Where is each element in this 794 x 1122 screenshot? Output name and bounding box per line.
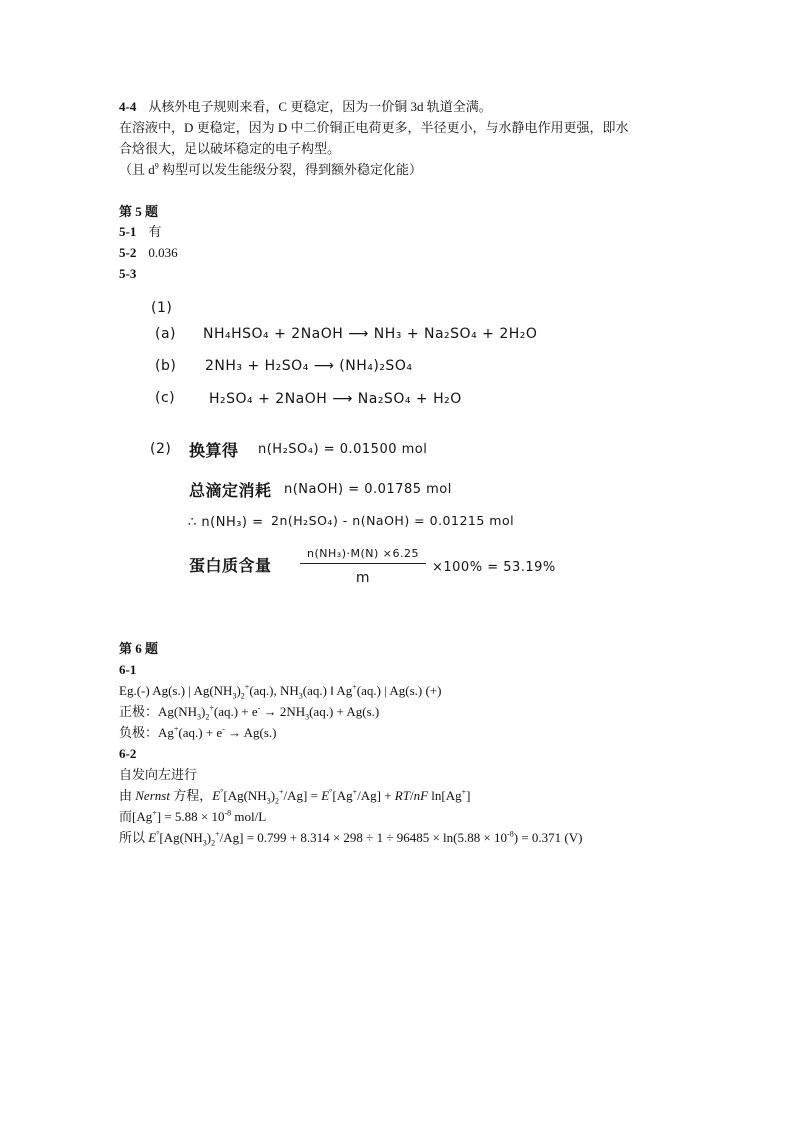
q6-spontaneous: 自发向左进行 [119, 767, 198, 782]
ag-sup: -8 [224, 808, 232, 818]
pos-text: ) [201, 704, 206, 719]
q4-label: 4-4 [119, 99, 137, 114]
nernst-text: [Ag [332, 788, 353, 803]
nernst-sup: ° [220, 787, 224, 797]
q5-heading: 第 5 题 [119, 204, 159, 219]
cell-text: (aq.) ‖ Ag [302, 683, 353, 698]
nernst-sub: 3 [266, 796, 271, 806]
neg-text: (aq.) + e [178, 725, 223, 740]
final-sup: ° [156, 829, 160, 839]
cell-sub: 3 [298, 691, 303, 701]
q6-positive-electrode [119, 703, 379, 721]
pos-text: (aq.) + e [213, 704, 258, 719]
hw-a-equation: NH₄HSO₄ + 2NaOH ⟶ NH₃ + Na₂SO₄ + 2H₂O [203, 326, 538, 342]
hw-b-equation: 2NH₃ + H₂SO₄ ⟶ (NH₄)₂SO₄ [205, 358, 413, 374]
hw-line2-title: 总滴定消耗 [189, 481, 272, 500]
q6-2-label: 6-2 [119, 746, 137, 761]
hw-line3-value: 2n(H₂SO₄) - n(NaOH) = 0.01215 mol [271, 513, 515, 528]
nernst-text: ln[Ag [428, 788, 462, 803]
final-text: ) = 0.371 (V) [513, 830, 583, 845]
hw-b-label: (b) [155, 358, 177, 374]
final-sub: 2 [211, 838, 216, 848]
neg-text: → Ag(s.) [224, 725, 277, 740]
nernst-sup: ° [329, 787, 333, 797]
nernst-text: [Ag(NH [223, 788, 267, 803]
cell-text: (aq.), NH [249, 683, 299, 698]
q6-negative-electrode [119, 724, 277, 742]
hw-fraction-bar [300, 563, 426, 564]
nernst-italic: E [321, 788, 330, 803]
hw-line1-title: 换算得 [189, 441, 239, 460]
q6-heading: 第 6 题 [119, 641, 159, 656]
q4-text-1: 从核外电子规则来看，C 更稳定，因为一价铜 3d 轨道全满。 [148, 99, 492, 114]
hw-line2-value: n(NaOH) = 0.01785 mol [284, 482, 452, 497]
final-text: 所以 [119, 830, 149, 845]
q5-2-label: 5-2 [119, 245, 137, 260]
final-text: ) [206, 830, 212, 845]
final-sup: + [215, 829, 220, 839]
hw-c-label: (c) [155, 390, 176, 406]
hw-line3-prefix: ∴ n(NH₃) = [188, 515, 264, 530]
hw-line4-result: ×100% = 53.19% [432, 560, 556, 575]
hw-c-equation: H₂SO₄ + 2NaOH ⟶ Na₂SO₄ + H₂O [209, 391, 462, 407]
ag-text: 而[Ag [119, 809, 153, 824]
nernst-italic: nF [413, 788, 429, 803]
hw-fraction-denominator: m [355, 570, 371, 586]
pos-text: 正极：Ag(NH [119, 704, 197, 719]
q5-2-row [119, 244, 178, 262]
nernst-text: ] [466, 788, 471, 803]
nernst-text: /Ag] = [283, 788, 322, 803]
neg-sup: + [173, 724, 179, 734]
cell-text: Eg.(-) Ag(s.) | Ag(NH [119, 683, 233, 698]
pos-sup: - [257, 703, 261, 713]
nernst-sup: + [461, 787, 467, 797]
nernst-text: 方程， [169, 788, 213, 803]
final-sup: -8 [507, 829, 514, 839]
hw-fraction [300, 547, 426, 586]
pos-sub: 3 [305, 712, 310, 722]
q4-line-4-post: 构型可以发生能级分裂，得到额外稳定化能） [158, 162, 423, 177]
hw-part1-label: (1) [151, 300, 173, 316]
nernst-text: 由 [119, 788, 136, 803]
pos-sub: 3 [197, 712, 201, 722]
nernst-text: / [409, 788, 414, 803]
nernst-italic: E [212, 788, 221, 803]
hw-line4-title: 蛋白质含量 [189, 556, 272, 575]
final-sub: 3 [202, 838, 207, 848]
cell-sup: + [244, 682, 250, 692]
q6-final-result [119, 829, 582, 847]
q4-line-4-sup: 9 [154, 161, 159, 171]
pos-sub: 2 [205, 712, 210, 722]
final-text: [Ag(NH [159, 830, 203, 845]
q4-line-1 [119, 98, 492, 116]
q5-1-row [119, 223, 161, 241]
ag-sup: + [152, 808, 157, 818]
cell-sub: 2 [240, 691, 245, 701]
nernst-text: /Ag] + [357, 788, 395, 803]
hw-part2-label: (2) [150, 441, 172, 457]
cell-text: ) [236, 683, 241, 698]
pos-text: (aq.) + Ag(s.) [309, 704, 380, 719]
nernst-italic: Nernst [135, 788, 170, 803]
hw-line1-value: n(H₂SO₄) = 0.01500 mol [258, 442, 428, 457]
cell-text: (aq.) | Ag(s.) (+) [356, 683, 442, 698]
nernst-italic: RT [394, 788, 410, 803]
final-text: /Ag] = 0.799 + 8.314 × 298 ÷ 1 ÷ 96485 × ln(5.88 × 10 [219, 830, 508, 845]
final-italic: E [148, 830, 157, 845]
nernst-sup: + [352, 787, 358, 797]
q6-cell-notation [119, 682, 441, 700]
hw-fraction-numerator: n(NH₃)·M(N) ×6.25 [307, 547, 419, 560]
q5-1-label: 5-1 [119, 224, 137, 239]
q4-line-4 [119, 161, 422, 179]
ag-text: mol/L [231, 809, 267, 824]
q4-line-4-pre: （且 d [119, 162, 155, 177]
nernst-sup: + [279, 787, 284, 797]
cell-sup: + [352, 682, 357, 692]
cell-sub: 3 [232, 691, 237, 701]
q5-3-label: 5-3 [119, 266, 137, 281]
q5-2-answer: 0.036 [148, 245, 178, 260]
ag-text: ] = 5.88 × 10 [156, 809, 225, 824]
q6-nernst-equation [119, 787, 470, 805]
neg-text: 负极：Ag [119, 725, 174, 740]
q6-1-label: 6-1 [119, 662, 137, 677]
neg-sup: - [222, 724, 225, 734]
pos-text: → 2NH [260, 704, 306, 719]
q5-1-answer: 有 [148, 224, 162, 239]
q4-line-3: 合焓很大，足以破坏稳定的电子构型。 [119, 141, 341, 156]
nernst-sub: 2 [275, 796, 280, 806]
pos-sup: + [209, 703, 214, 713]
q6-ag-concentration [119, 808, 266, 826]
hw-a-label: (a) [155, 326, 177, 342]
q4-line-2: 在溶液中，D 更稳定，因为 D 中二价铜正电荷更多，半径更小，与水静电作用更强，即水 [119, 120, 629, 135]
nernst-text: ) [270, 788, 276, 803]
